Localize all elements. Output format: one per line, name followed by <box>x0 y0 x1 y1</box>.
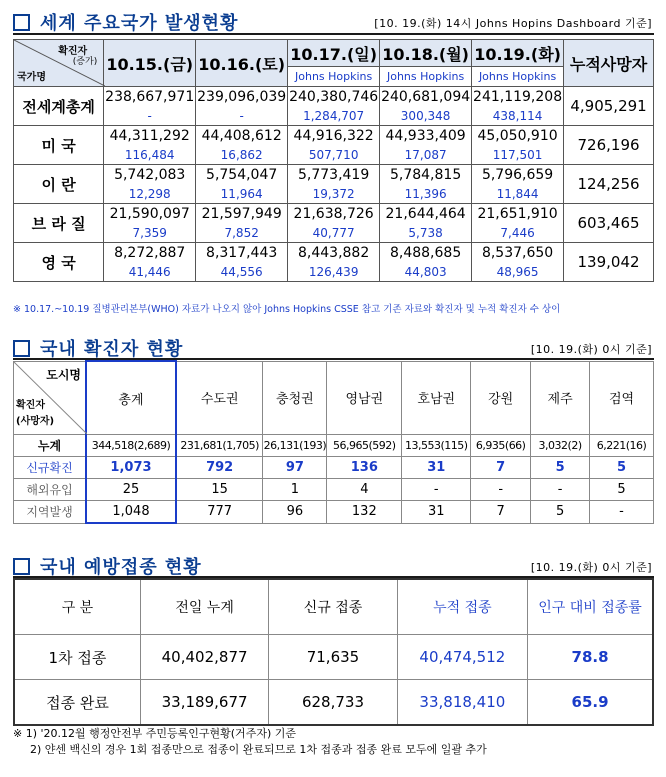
cumulative-cell: 240,380,746 <box>288 87 380 108</box>
country-name: 브 라 질 <box>14 204 104 243</box>
column-header: 구 분 <box>14 579 140 635</box>
region-header: 수도권 <box>176 361 263 435</box>
section-title-domestic: 국내 확진자 현황 <box>13 335 183 361</box>
cell: 97 <box>263 457 327 479</box>
cell: 40,402,877 <box>140 635 268 680</box>
cell: 5 <box>531 457 590 479</box>
cumulative-cell: 5,754,047 <box>196 165 288 186</box>
cumulative-cell: 5,742,083 <box>104 165 196 186</box>
increase-cell: 12,298 <box>104 185 196 204</box>
cumulative-cell: 5,773,419 <box>288 165 380 186</box>
region-header: 총계 <box>86 361 176 435</box>
cumulative-cell: 21,638,726 <box>288 204 380 225</box>
checkbox-square-icon <box>13 340 30 357</box>
cell: 33,189,677 <box>140 680 268 726</box>
source-tag: Johns Hopkins <box>288 67 380 87</box>
date-header: 10.15.(금) <box>104 40 196 87</box>
cell: 136 <box>327 457 402 479</box>
increase-cell: 17,087 <box>380 146 472 165</box>
cell: 7 <box>471 501 531 524</box>
cell: 7 <box>471 457 531 479</box>
region-header: 충청권 <box>263 361 327 435</box>
increase-cell: 44,803 <box>380 263 472 282</box>
cell: - <box>471 479 531 501</box>
increase-cell: 7,446 <box>472 224 564 243</box>
region-header: 제주 <box>531 361 590 435</box>
region-header: 영남권 <box>327 361 402 435</box>
cumulative-cell: 5,784,815 <box>380 165 472 186</box>
cumulative-cell: 21,590,097 <box>104 204 196 225</box>
cell: 31 <box>402 501 471 524</box>
increase-cell: 11,396 <box>380 185 472 204</box>
column-header: 인구 대비 접종률 <box>528 579 653 635</box>
row-label: 1차 접종 <box>14 635 140 680</box>
increase-cell: 5,738 <box>380 224 472 243</box>
cell: 1 <box>263 479 327 501</box>
table-row <box>14 126 654 147</box>
domestic-reference-date: [10. 19.(화) 0시 기준] <box>530 343 652 356</box>
row-label: 접종 완료 <box>14 680 140 726</box>
country-name: 이 란 <box>14 165 104 204</box>
checkbox-square-icon <box>13 558 30 575</box>
table-row <box>14 635 653 680</box>
region-header: 검역 <box>590 361 654 435</box>
cumulative-cell: 44,311,292 <box>104 126 196 147</box>
cumulative-cell: 45,050,910 <box>472 126 564 147</box>
section-title-vaccination: 국내 예방접종 현황 <box>13 553 202 579</box>
row-label: 지역발생 <box>14 501 87 524</box>
cumulative-cell: 44,408,612 <box>196 126 288 147</box>
vaccination-table <box>13 578 654 726</box>
cell: 26,131(193) <box>263 435 327 457</box>
deaths-cell: 124,256 <box>564 165 654 204</box>
increase-cell: - <box>196 107 288 126</box>
deaths-header: 누적사망자 <box>564 40 654 87</box>
cell: 777 <box>176 501 263 524</box>
deaths-cell: 726,196 <box>564 126 654 165</box>
increase-cell: 507,710 <box>288 146 380 165</box>
cumulative-cell: 8,537,650 <box>472 243 564 264</box>
cell: 231,681(1,705) <box>176 435 263 457</box>
increase-cell: 44,556 <box>196 263 288 282</box>
cell: 3,032(2) <box>531 435 590 457</box>
table-row <box>14 243 654 264</box>
increase-cell: 300,348 <box>380 107 472 126</box>
increase-cell: 438,114 <box>472 107 564 126</box>
increase-cell: 116,484 <box>104 146 196 165</box>
increase-cell: 7,852 <box>196 224 288 243</box>
cumulative-cell: 8,272,887 <box>104 243 196 264</box>
cumulative-cell: 44,916,322 <box>288 126 380 147</box>
table-row <box>14 204 654 225</box>
date-header: 10.18.(월) <box>380 40 472 67</box>
cell: 792 <box>176 457 263 479</box>
date-header: 10.16.(토) <box>196 40 288 87</box>
date-header: 10.19.(화) <box>472 40 564 67</box>
cell: 31 <box>402 457 471 479</box>
increase-cell: 16,862 <box>196 146 288 165</box>
cumulative-cell: 21,651,910 <box>472 204 564 225</box>
increase-cell: 19,372 <box>288 185 380 204</box>
world-footnote: ※ 10.17.~10.19 질병관리본부(WHO) 자료가 나오지 않아 Johns Hopkins CSSE 참고 기존 자료와 확진자 및 누적 확진자 수 상이 <box>13 304 561 315</box>
vaccination-reference-date: [10. 19.(화) 0시 기준] <box>530 561 652 574</box>
cumulative-cell: 5,796,659 <box>472 165 564 186</box>
cell: 344,518(2,689) <box>86 435 176 457</box>
country-name: 영 국 <box>14 243 104 282</box>
corner-header: 도시명 확진자 (사망자) <box>14 361 87 435</box>
column-header: 누적 접종 <box>397 579 527 635</box>
cell: 6,221(16) <box>590 435 654 457</box>
deaths-cell: 139,042 <box>564 243 654 282</box>
cell: 132 <box>327 501 402 524</box>
cell: 5 <box>590 479 654 501</box>
cell: 1,048 <box>86 501 176 524</box>
world-status-table <box>13 39 654 282</box>
increase-cell: 11,844 <box>472 185 564 204</box>
deaths-cell: 4,905,291 <box>564 87 654 126</box>
cell: 40,474,512 <box>397 635 527 680</box>
source-tag: Johns Hopkins <box>380 67 472 87</box>
cumulative-cell: 8,443,882 <box>288 243 380 264</box>
cumulative-cell: 44,933,409 <box>380 126 472 147</box>
cell: 5 <box>590 457 654 479</box>
cell: 71,635 <box>269 635 397 680</box>
cell: - <box>531 479 590 501</box>
table-row <box>14 479 654 501</box>
cell: 96 <box>263 501 327 524</box>
increase-cell: - <box>104 107 196 126</box>
vaccination-footnote-1: ※ 1) '20.12월 행정안전부 주민등록인구현황(거주자) 기준 <box>13 727 296 740</box>
increase-cell: 117,501 <box>472 146 564 165</box>
cell: 56,965(592) <box>327 435 402 457</box>
row-label: 신규확진 <box>14 457 87 479</box>
date-header: 10.17.(일) <box>288 40 380 67</box>
column-header: 전일 누계 <box>140 579 268 635</box>
increase-cell: 11,964 <box>196 185 288 204</box>
increase-cell: 7,359 <box>104 224 196 243</box>
increase-cell: 1,284,707 <box>288 107 380 126</box>
cumulative-cell: 239,096,039 <box>196 87 288 108</box>
cell: - <box>402 479 471 501</box>
domestic-cases-table <box>13 360 654 524</box>
cell: 1,073 <box>86 457 176 479</box>
cumulative-cell: 241,119,208 <box>472 87 564 108</box>
row-label: 누계 <box>14 435 87 457</box>
cumulative-cell: 8,317,443 <box>196 243 288 264</box>
cell: 6,935(66) <box>471 435 531 457</box>
corner-header: 확진자 (증가) 국가명 <box>14 40 104 87</box>
column-header: 신규 접종 <box>269 579 397 635</box>
cumulative-cell: 8,488,685 <box>380 243 472 264</box>
cell: 25 <box>86 479 176 501</box>
cumulative-cell: 240,681,094 <box>380 87 472 108</box>
cumulative-cell: 21,597,949 <box>196 204 288 225</box>
increase-cell: 48,965 <box>472 263 564 282</box>
cell: 65.9 <box>528 680 653 726</box>
cumulative-cell: 21,644,464 <box>380 204 472 225</box>
table-row <box>14 501 654 524</box>
vaccination-footnote-2: 2) 얀센 백신의 경우 1회 접종만으로 접종이 완료되므로 1차 접종과 접종 완료 모두에 일괄 추가 <box>30 743 487 756</box>
cell: - <box>590 501 654 524</box>
table-row <box>14 457 654 479</box>
table-row <box>14 435 654 457</box>
cell: 4 <box>327 479 402 501</box>
table-row <box>14 680 653 726</box>
table-row <box>14 165 654 186</box>
world-reference-date: [10. 19.(화) 14시 Johns Hopins Dashboard 기준] <box>374 17 652 30</box>
region-header: 호남권 <box>402 361 471 435</box>
table-row <box>14 87 654 108</box>
cell: 78.8 <box>528 635 653 680</box>
country-name: 미 국 <box>14 126 104 165</box>
deaths-cell: 603,465 <box>564 204 654 243</box>
country-name: 전세계총계 <box>14 87 104 126</box>
increase-cell: 126,439 <box>288 263 380 282</box>
cell: 15 <box>176 479 263 501</box>
source-tag: Johns Hopkins <box>472 67 564 87</box>
cell: 5 <box>531 501 590 524</box>
cell: 33,818,410 <box>397 680 527 726</box>
divider <box>13 33 654 35</box>
increase-cell: 41,446 <box>104 263 196 282</box>
checkbox-square-icon <box>13 14 30 31</box>
cumulative-cell: 238,667,971 <box>104 87 196 108</box>
cell: 628,733 <box>269 680 397 726</box>
section-title-world: 세계 주요국가 발생현황 <box>13 9 238 35</box>
row-label: 해외유입 <box>14 479 87 501</box>
region-header: 강원 <box>471 361 531 435</box>
cell: 13,553(115) <box>402 435 471 457</box>
increase-cell: 40,777 <box>288 224 380 243</box>
